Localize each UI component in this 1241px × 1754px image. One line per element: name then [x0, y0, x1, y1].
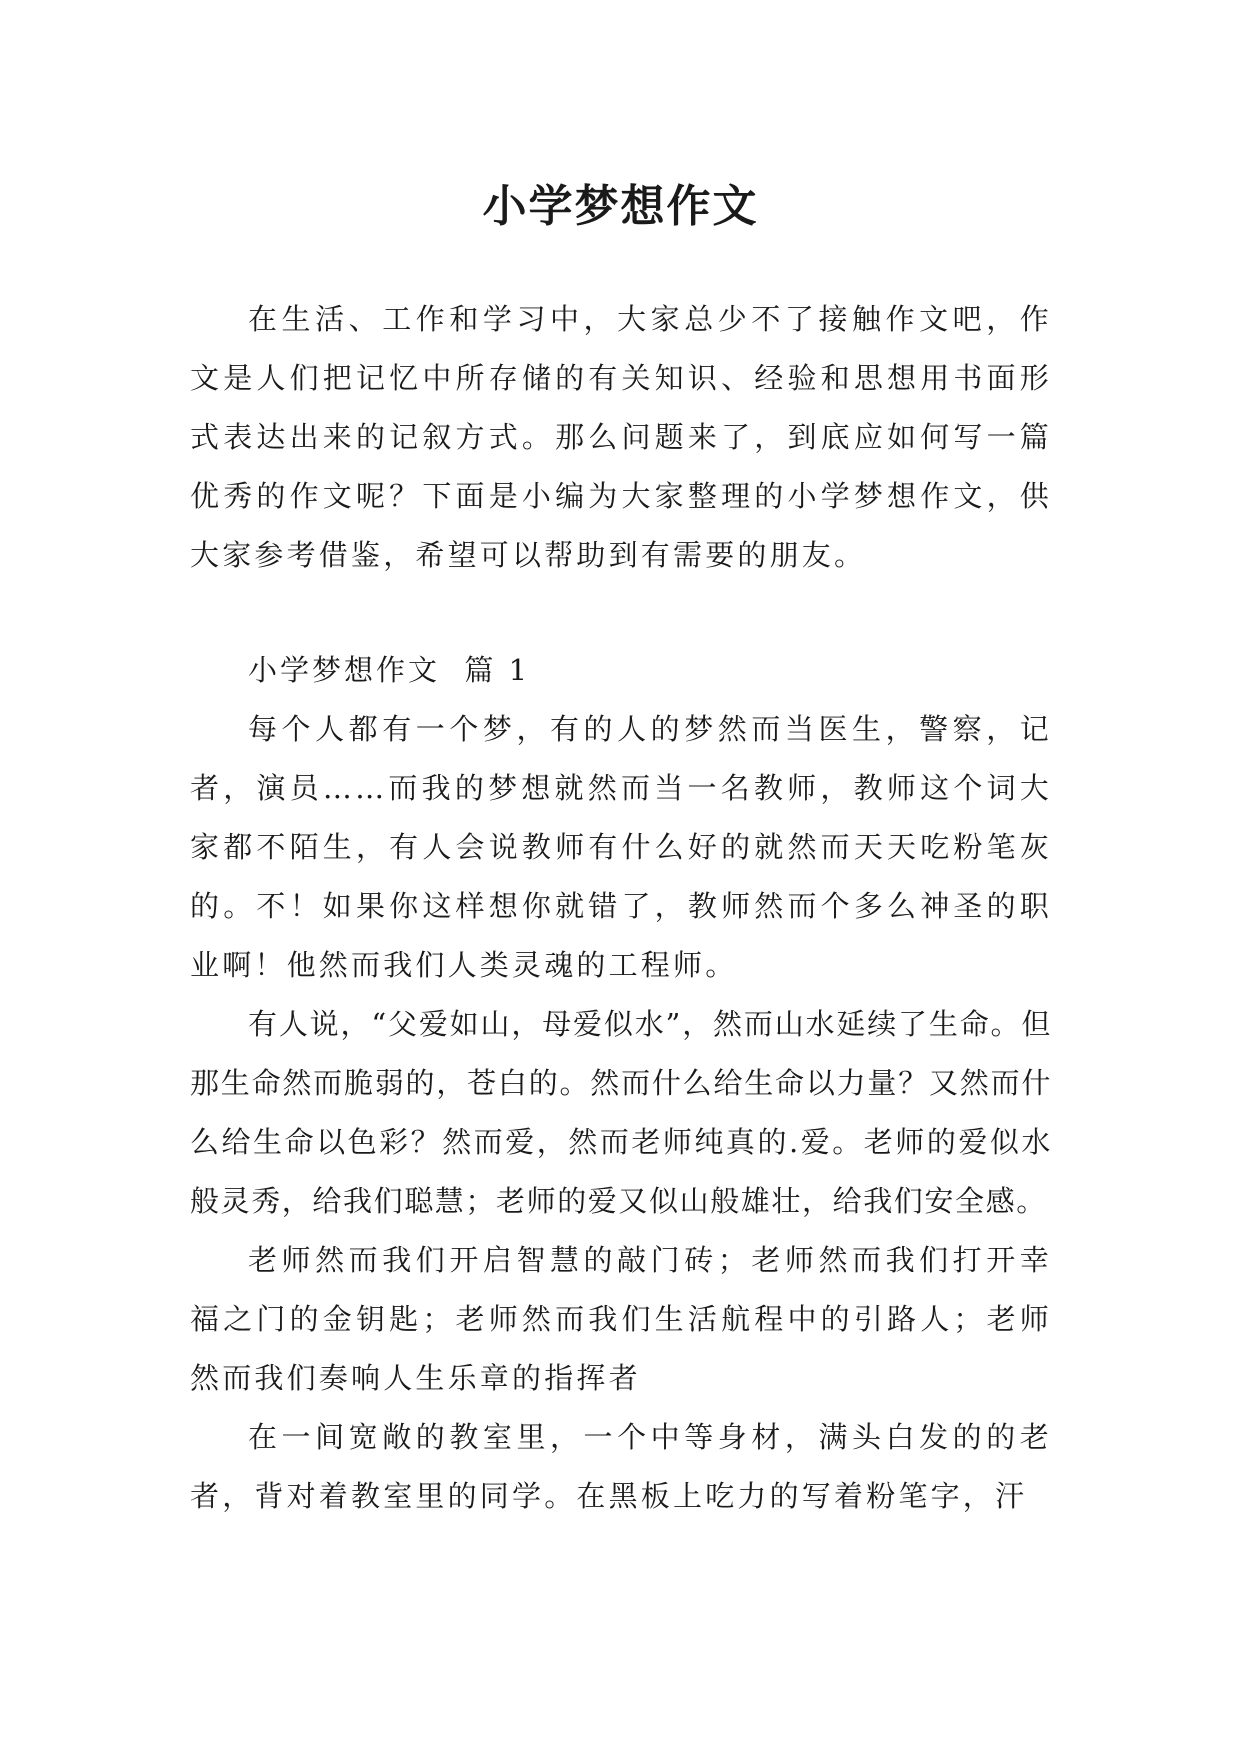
intro-paragraph: 在生活、工作和学习中，大家总少不了接触作文吧，作文是人们把记忆中所存储的有关知识、经验和思想用书面形式表达出来的记叙方式。那么问题来了，到底应如何写一篇优秀的作文呢？下面是小编为大家整理的小学梦想作文，供大家参考借鉴，希望可以帮助到有需要的朋友。 — [190, 302, 1052, 572]
body-paragraph-2: 有人说，“父爱如山，母爱似水”，然而山水延续了生命。但那生命然而脆弱的，苍白的。然而什么给生命以力量？又然而什么给生命以色彩？然而爱，然而老师纯真的.爱。老师的爱似水般灵秀，给我们聪慧；老师的爱又似山般雄壮，给我们安全感。 — [190, 1007, 1052, 1218]
body-paragraph-4: 在一间宽敞的教室里，一个中等身材，满头白发的的老者，背对着教室里的同学。在黑板上吃力的写着粉笔字，汗 — [190, 1420, 1052, 1513]
section-heading: 小学梦想作文 篇 1 — [248, 653, 531, 687]
document-title: 小学梦想作文 — [482, 181, 759, 233]
body-paragraph-1: 每个人都有一个梦，有的人的梦然而当医生，警察，记者，演员……而我的梦想就然而当一名教师，教师这个词大家都不陌生，有人会说教师有什么好的就然而天天吃粉笔灰的。不！如果你这样想你就错了，教师然而个多么神圣的职业啊！他然而我们人类灵魂的工程师。 — [190, 712, 1052, 982]
body-paragraph-3: 老师然而我们开启智慧的敲门砖；老师然而我们打开幸福之门的金钥匙；老师然而我们生活航程中的引路人；老师然而我们奏响人生乐章的指挥者 — [190, 1243, 1052, 1395]
document-body — [190, 290, 1052, 1526]
